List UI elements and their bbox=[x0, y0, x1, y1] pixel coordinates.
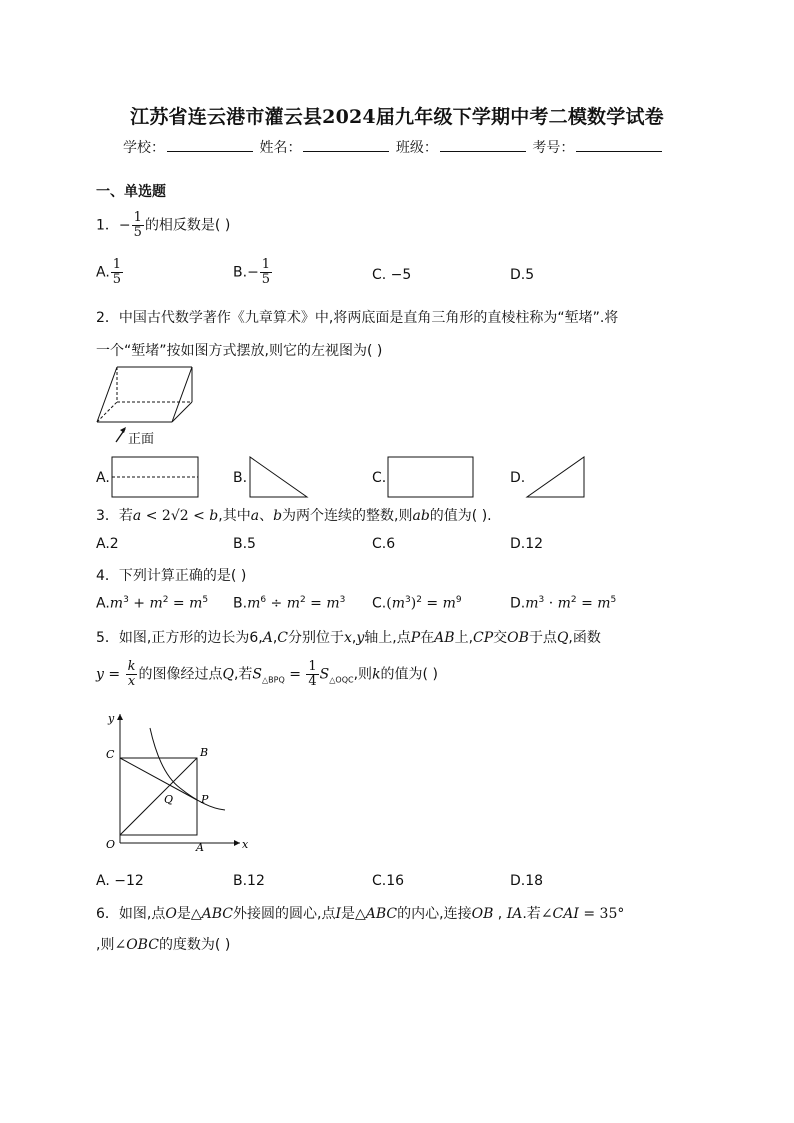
number-blank bbox=[576, 139, 662, 152]
q3-option-c: C.6 bbox=[372, 536, 396, 552]
name-blank bbox=[303, 139, 389, 152]
q3-option-d: D.12 bbox=[510, 536, 544, 552]
student-info-line bbox=[123, 137, 664, 157]
q5-option-c: C.16 bbox=[372, 873, 405, 889]
front-label: 正面 bbox=[128, 432, 155, 447]
q2-option-b-figure bbox=[247, 455, 312, 500]
class-label: 班级： bbox=[395, 140, 438, 156]
svg-text:B: B bbox=[200, 746, 209, 759]
question-3: 3．若a < 2√2 < b,其中a、b为两个连续的整数,则ab的值为( ). bbox=[96, 508, 492, 524]
q3-option-b: B.5 bbox=[233, 536, 256, 552]
svg-text:A: A bbox=[196, 841, 204, 854]
question-4: 4．下列计算正确的是( ) bbox=[96, 568, 247, 584]
svg-text:x: x bbox=[242, 838, 249, 851]
question-6-line-1: 6．如图,点O是△ABC外接圆的圆心,点I是△ABC的内心,连接OB , IA.若∠CAI = 35° bbox=[96, 906, 625, 922]
svg-text:y: y bbox=[108, 712, 115, 725]
school-label: 学校： bbox=[123, 140, 165, 156]
q1-option-a: A. $\frac{1}{5}$ bbox=[96, 257, 122, 287]
q2-option-d-label: D. bbox=[510, 470, 526, 486]
q2-option-b-label: B. bbox=[233, 470, 248, 486]
q2-option-d-figure bbox=[524, 455, 589, 500]
q5-figure bbox=[100, 708, 250, 858]
fraction: $\frac{1}{5}$ bbox=[133, 210, 142, 240]
q2-option-a-figure bbox=[110, 455, 200, 500]
q3-option-a: A.2 bbox=[96, 536, 119, 552]
q4-option-a: $A.m^3 + m^2 = m^5$ bbox=[96, 595, 209, 612]
question-6-line-2: ,则∠OBC的度数为( ) bbox=[96, 937, 231, 953]
q4-option-c: $C.(m^3)^2 = m^9$ bbox=[372, 595, 462, 612]
page-title: 江苏省连云港市灌云县2024届九年级下学期中考二模数学试卷 bbox=[130, 106, 664, 128]
q5-option-a: A. −12 bbox=[96, 873, 144, 889]
q2-option-a-label: A. bbox=[96, 470, 110, 486]
question-2-line-1: 2．中国古代数学著作《九章算术》中,将两底面是直角三角形的直棱柱称为“堑堵”.将 bbox=[96, 310, 619, 326]
question-5-line-1: 5．如图,正方形的边长为6,A,C分别位于x,y轴上,点P在AB上,CP交OB于点Q,函数 bbox=[96, 630, 601, 646]
svg-text:Q: Q bbox=[164, 793, 174, 806]
q2-option-c-figure bbox=[386, 455, 476, 500]
section-heading: 一、单选题 bbox=[96, 184, 166, 200]
q1-option-c: C. −5 bbox=[372, 267, 412, 283]
name-label: 姓名： bbox=[259, 140, 302, 156]
question-1: 1．− $\frac{1}{5}$ 的相反数是( ) bbox=[96, 210, 231, 240]
svg-text:C: C bbox=[106, 748, 115, 761]
class-blank bbox=[440, 139, 526, 152]
question-2-line-2: 一个“堑堵”按如图方式摆放,则它的左视图为( ) bbox=[96, 343, 383, 359]
q5-option-b: B.12 bbox=[233, 873, 265, 889]
svg-text:P: P bbox=[201, 793, 209, 806]
question-5-line-2: y = $\frac{k}{x}$ 的图像经过点Q,若$S_{\triangle BPQ}$ = $\frac{1}{4}$ $S_{\triangle OQC}$,则k的值为( ) bbox=[96, 659, 438, 689]
number-label: 考号： bbox=[532, 140, 575, 156]
q4-option-b: $B.m^6 \div m^2 = m^3$ bbox=[233, 595, 346, 612]
q1-option-d: D.5 bbox=[510, 267, 535, 283]
q1-option-b: B.− $\frac{1}{5}$ bbox=[233, 257, 271, 287]
svg-text:O: O bbox=[106, 838, 116, 851]
q2-option-c-label: C. bbox=[372, 470, 387, 486]
school-blank bbox=[167, 139, 253, 152]
q4-option-d: $D.m^3 \cdot m^2 = m^5$ bbox=[510, 595, 617, 612]
q5-option-d: D.18 bbox=[510, 873, 544, 889]
